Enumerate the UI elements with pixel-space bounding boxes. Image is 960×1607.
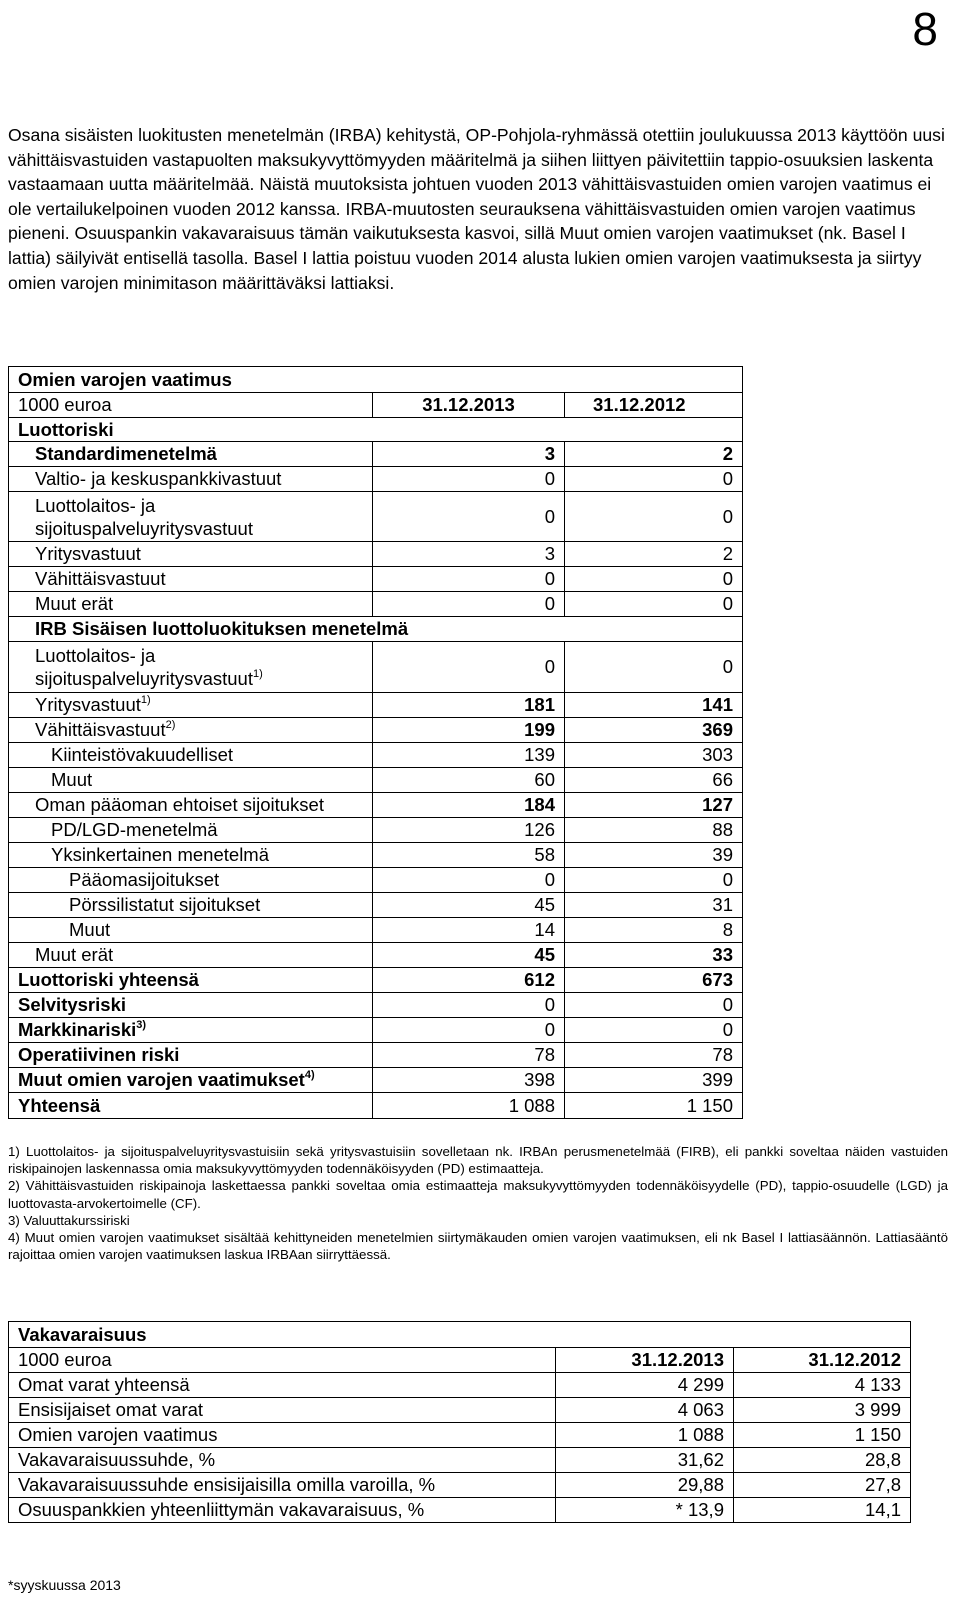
table-row: Luottolaitos- ja sijoituspalveluyritysvastuut$^{1)}$ 0 0 [9, 642, 743, 693]
table-row: PD/LGD-menetelmä 126 88 [9, 818, 743, 843]
table-row: Vakavaraisuussuhde, % 31,62 28,8 [9, 1448, 911, 1473]
table-row: Yhteensä 1 088 1 150 [9, 1093, 743, 1119]
table-title: Omien varojen vaatimus [9, 367, 743, 393]
footnote-2: 2) Vähittäisvastuiden riskipainoja laskettaessa pankki soveltaa omia estimaatteja maksukyvyttömyyden todennäköisyydelle (PD), tappio-osuudelle (LGD) ja luottovasta-arvokertoimelle (CF). [8, 1178, 948, 1211]
table-row: Yritysvastuut$^{1)}$ 181 141 [9, 693, 743, 718]
table-row: Omat varat yhteensä 4 299 4 133 [9, 1373, 911, 1398]
page-number: 8 [912, 3, 938, 55]
column-header-2013: 31.12.2013 [556, 1348, 734, 1373]
footnotes [8, 1143, 948, 1263]
table-row: Osuuspankkien yhteenliittymän vakavaraisuus, % * 13,9 14,1 [9, 1498, 911, 1523]
table-row: Vähittäisvastuut$^{2)}$ 199 369 [9, 718, 743, 743]
table-row: Vähittäisvastuut 0 0 [9, 567, 743, 592]
section-irb: IRB Sisäisen luottoluokituksen menetelmä [9, 617, 743, 642]
table-row: Ensisijaiset omat varat 4 063 3 999 [9, 1398, 911, 1423]
table-row: Luottolaitos- ja sijoituspalveluyritysvastuut 0 0 [9, 492, 743, 542]
table-row: Pörssilistatut sijoitukset 45 31 [9, 893, 743, 918]
table-row: Operatiivinen riski 78 78 [9, 1043, 743, 1068]
table-row: Luottoriski yhteensä 612 673 [9, 968, 743, 993]
table-row: Muut 14 8 [9, 918, 743, 943]
table-row: Yritysvastuut 3 2 [9, 542, 743, 567]
table-row: Kiinteistövakuudelliset 139 303 [9, 743, 743, 768]
table-row: Muut omien varojen vaatimukset$^{4)}$ 398 399 [9, 1068, 743, 1093]
capital-adequacy-table [8, 1321, 911, 1523]
table-row: Markkinariski$^{3)}$ 0 0 [9, 1018, 743, 1043]
column-header-2013: 31.12.2013 [373, 393, 565, 418]
table-row: Omien varojen vaatimus 1 088 1 150 [9, 1423, 911, 1448]
column-header-2012: 31.12.2012 [734, 1348, 911, 1373]
table-row: Valtio- ja keskuspankkivastuut 0 0 [9, 467, 743, 492]
intro-paragraph: Osana sisäisten luokitusten menetelmän (IRBA) kehitystä, OP-Pohjola-ryhmässä otettiin joulukuussa 2013 käyttöön uusi vähittäisvastuiden vastapuolten maksukyvyttömyyden määritelmä ja siihen liittyen päivitettiin tappio-osuuksien laskenta vastaamaan uutta määritelmää. Näistä muutoksista johtuen vuoden 2013 vähittäisvastuiden omien varojen vaatimus ei ole vertailukelpoinen vuoden 2012 kanssa. IRBA-muutosten seurauksena vähittäisvastuiden omien varojen vaatimus pieneni. Osuuspankin vakavaraisuus tämän vaikutuksesta kasvoi, sillä Muut omien varojen vaatimukset (nk. Basel I lattia) säilyivät entisellä tasolla. Basel I lattia poistuu vuoden 2014 alusta lukien omien varojen vaatimuksesta ja siirtyy omien varojen minimitason määrittäväksi lattiaksi. [8, 125, 945, 293]
table-row: Selvitysriski 0 0 [9, 993, 743, 1018]
table-title: Vakavaraisuus [9, 1322, 911, 1348]
table-row: Muut erät 0 0 [9, 592, 743, 617]
footnote-3: 3) Valuuttakurssiriski [8, 1212, 130, 1228]
table-row: Vakavaraisuussuhde ensisijaisilla omilla varoilla, % 29,88 27,8 [9, 1473, 911, 1498]
footnote-1: 1) Luottolaitos- ja sijoituspalveluyritysvastuisiin sekä yritysvastuisiin sovelletaan nk. IRBAn perusmenetelmää (FIRB), eli pankki soveltaa näiden vastuiden riskipainojen laskennassa omia maksukyvyttömyyden todennäköisyyden (PD) estimaatteja. [8, 1144, 948, 1177]
table-row: Oman pääoman ehtoiset sijoitukset 184 127 [9, 793, 743, 818]
table-row: Muut erät 45 33 [9, 943, 743, 968]
footnote-asterisk: *syyskuussa 2013 [8, 1577, 121, 1593]
footnote-4: 4) Muut omien varojen vaatimukset sisältää kehittyneiden menetelmien siirtymäkauden omien varojen vaatimuksen, eli nk Basel I lattiasäännön. Lattiasääntö rajoittaa omien varojen vaatimuksen laskua IRBAan siirryttäessä. [8, 1230, 948, 1263]
capital-requirement-table [8, 366, 743, 1119]
table-row: Pääomasijoitukset 0 0 [9, 868, 743, 893]
column-header-2012: 31.12.2012 [565, 393, 743, 418]
table-row: Standardimenetelmä 3 2 [9, 442, 743, 467]
unit-label: 1000 euroa [9, 393, 373, 418]
unit-label: 1000 euroa [9, 1348, 556, 1373]
table-row: Muut 60 66 [9, 768, 743, 793]
section-credit-risk: Luottoriski [9, 418, 743, 442]
table-row: Yksinkertainen menetelmä 58 39 [9, 843, 743, 868]
